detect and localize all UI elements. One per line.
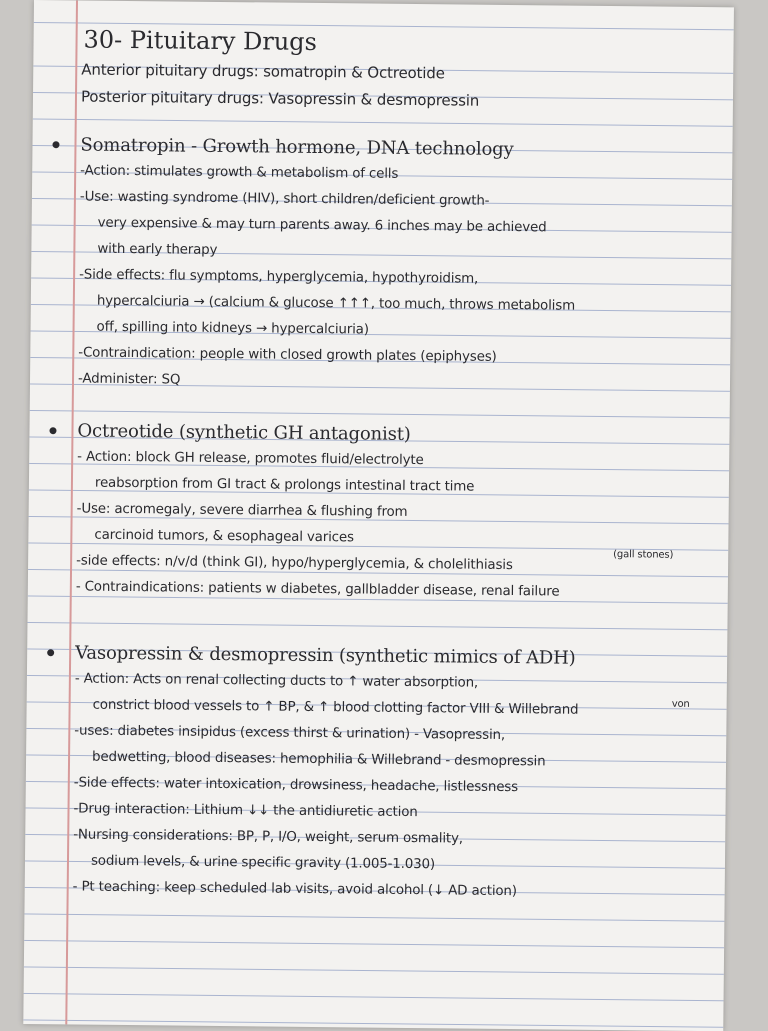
bullet-icon xyxy=(47,649,54,656)
somatropin-side-effects-cont-1: hypercalciuria → (calcium & glucose ↑↑↑, too much, throws metabolism xyxy=(96,293,576,314)
vasopressin-pt-teaching: - Pt teaching: keep scheduled lab visits, avoid alcohol (↓ AD action) xyxy=(72,879,517,900)
octreotide-side-effects: -side effects: n/v/d (think GI), hypo/hyperglycemia, & cholelithiasis xyxy=(76,553,513,574)
somatropin-side-effects-cont-2: off, spilling into kidneys → hypercalciuria) xyxy=(96,319,369,338)
octreotide-contraindications: - Contraindications: patients w diabetes, gallbladder disease, renal failure xyxy=(75,579,560,600)
somatropin-heading: Somatropin - Growth hormone, DNA technology xyxy=(80,134,514,161)
vasopressin-drug-interaction: -Drug interaction: Lithium ↓↓ the antidiuretic action xyxy=(73,801,418,821)
vasopressin-heading: Vasopressin & desmopressin (synthetic mimics of ADH) xyxy=(75,642,576,669)
somatropin-use: -Use: wasting syndrome (HIV), short children/deficient growth- xyxy=(79,189,490,209)
vasopressin-uses-cont: bedwetting, blood diseases: hemophilia & Willebrand - desmopressin xyxy=(91,749,546,770)
intro-line-2: Posterior pituitary drugs: Vasopressin & desmopressin xyxy=(80,87,480,110)
octreotide-heading: Octreotide (synthetic GH antagonist) xyxy=(77,420,411,445)
vasopressin-action: - Action: Acts on renal collecting ducts to ↑ water absorption, xyxy=(74,671,479,691)
somatropin-action: -Action: stimulates growth & metabolism of cells xyxy=(80,163,399,182)
octreotide-use-cont: carcinoid tumors, & esophageal varices xyxy=(94,527,354,546)
somatropin-administer: -Administer: SQ xyxy=(77,371,181,388)
vasopressin-nursing: -Nursing considerations: BP, P, I/O, weight, serum osmality, xyxy=(73,827,464,847)
octreotide-use: -Use: acromegaly, severe diarrhea & flushing from xyxy=(76,501,408,520)
vasopressin-action-cont: constrict blood vessels to ↑ BP, & ↑ blood clotting factor VIII & Willebrand xyxy=(92,697,579,718)
bullet-icon xyxy=(52,141,59,148)
notebook-page xyxy=(23,0,734,1031)
somatropin-use-cont-2: with early therapy xyxy=(97,241,218,258)
somatropin-side-effects: -Side effects: flu symptoms, hyperglycemia, hypothyroidism, xyxy=(79,267,479,287)
section-octreotide xyxy=(76,418,723,607)
octreotide-action-cont: reabsorption from GI tract & prolongs intestinal tract time xyxy=(94,475,475,495)
section-vasopressin xyxy=(73,640,721,907)
intro-line-1: Anterior pituitary drugs: somatropin & Octreotide xyxy=(81,60,445,83)
section-somatropin xyxy=(78,132,726,399)
vasopressin-uses: -uses: diabetes insipidus (excess thirst & urination) - Vasopressin, xyxy=(74,723,506,743)
page-title: 30- Pituitary Drugs xyxy=(83,25,318,56)
somatropin-use-cont-1: very expensive & may turn parents away. 6 inches may be achieved xyxy=(97,215,547,236)
von-note: von xyxy=(671,698,690,710)
gallstones-note: (gall stones) xyxy=(613,549,674,561)
notes-content xyxy=(73,23,727,908)
vasopressin-side-effects: -Side effects: water intoxication, drowsiness, headache, listlessness xyxy=(73,775,519,796)
somatropin-contraindication: -Contraindication: people with closed growth plates (epiphyses) xyxy=(78,345,497,365)
vasopressin-nursing-cont: sodium levels, & urine specific gravity (1.005-1.030) xyxy=(90,853,436,873)
bullet-icon xyxy=(49,427,56,434)
octreotide-action: - Action: block GH release, promotes fluid/electrolyte xyxy=(77,449,424,469)
